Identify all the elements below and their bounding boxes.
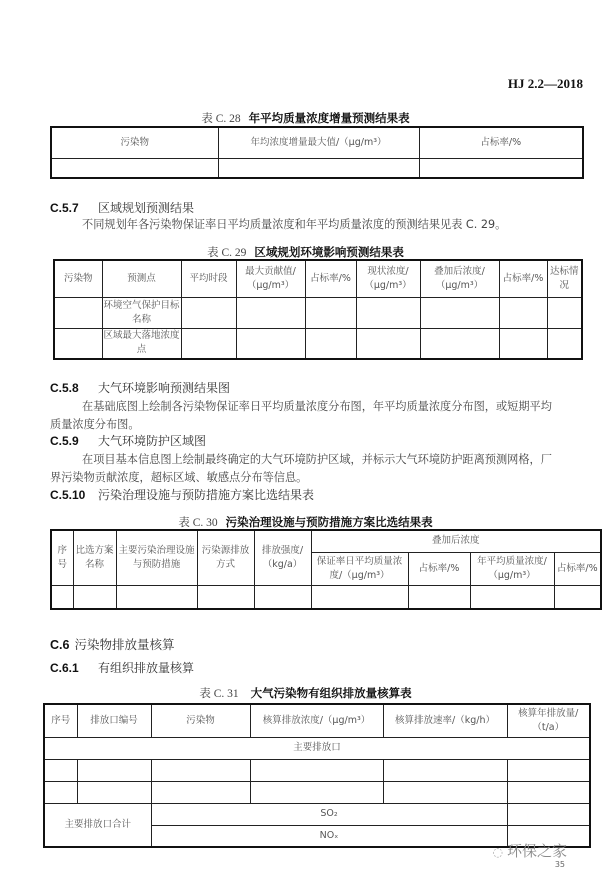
watermark: ◌ 环保之家 xyxy=(492,842,567,860)
header-cell: 排放强度/（kg/a） xyxy=(254,530,311,585)
table-row xyxy=(54,328,582,359)
header-cell: 年平均质量浓度/（μg/m³） xyxy=(470,552,554,585)
header-cell: 污染物 xyxy=(51,127,218,158)
table-c31 xyxy=(43,703,591,848)
paragraph: 不同规划年各污染物保证率日平均质量浓度和年平均质量浓度的预测结果见表 C. 29。 xyxy=(82,218,507,231)
header-cell: 污染物 xyxy=(54,260,102,297)
header-cell: 占标率/% xyxy=(408,552,470,585)
group-header-cell: 叠加后浓度 xyxy=(311,530,601,552)
section-heading: C.5.7 区域规划预测结果 xyxy=(50,201,195,215)
header-cell: 占标率/% xyxy=(305,260,356,297)
table-row xyxy=(54,297,582,328)
pollutant-cell: SO₂ xyxy=(151,803,507,825)
row-label: 环境空气保护目标名称 xyxy=(102,297,181,328)
table-c29 xyxy=(53,259,583,360)
table-c30 xyxy=(50,529,602,610)
page-number: 35 xyxy=(554,860,565,869)
header-cell: 占标率/% xyxy=(499,260,547,297)
header-cell: 排放口编号 xyxy=(77,704,151,737)
header-cell: 占标率/% xyxy=(419,127,583,158)
header-cell: 污染物 xyxy=(151,704,250,737)
table-c28 xyxy=(50,126,584,179)
table-c30-caption: 表 C. 30 污染治理设施与预防措施方案比选结果表 xyxy=(178,515,433,529)
header-cell: 主要污染治理设施与预防措施 xyxy=(116,530,197,585)
paragraph: 质量浓度分布图。 xyxy=(50,418,140,431)
header-cell: 污染源排放方式 xyxy=(197,530,254,585)
standard-code: HJ 2.2—2018 xyxy=(507,76,583,91)
header-cell: 最大贡献值/（μg/m³） xyxy=(236,260,305,297)
header-cell: 叠加后浓度/（μg/m³） xyxy=(420,260,499,297)
pollutant-cell: NOₓ xyxy=(151,825,507,847)
paragraph: 界污染物贡献浓度，超标区域、敏感点分布等信息。 xyxy=(50,471,308,484)
header-cell: 平均时段 xyxy=(181,260,236,297)
header-cell: 序号 xyxy=(51,530,73,585)
header-cell: 核算排放浓度/（μg/m³） xyxy=(250,704,383,737)
section-heading: C.5.10 污染治理设施与预防措施方案比选结果表 xyxy=(50,488,315,502)
header-cell: 核算年排放量/（t/a） xyxy=(507,704,590,737)
section-row: 主要排放口 xyxy=(44,737,590,759)
header-cell: 比选方案名称 xyxy=(73,530,116,585)
table-c31-caption: 表 C. 31 大气污染物有组织排放量核算表 xyxy=(199,686,412,700)
header-cell: 占标率/% xyxy=(554,552,601,585)
header-cell: 核算排放速率/（kg/h） xyxy=(383,704,507,737)
header-cell: 现状浓度/（μg/m³） xyxy=(356,260,420,297)
header-cell: 序号 xyxy=(44,704,77,737)
section-heading: C.6.1 有组织排放量核算 xyxy=(50,661,195,675)
total-label: 主要排放口合计 xyxy=(44,803,151,847)
table-row xyxy=(51,585,601,609)
table-c28-caption: 表 C. 28 年平均质量浓度增量预测结果表 xyxy=(201,111,410,125)
paragraph: 在项目基本信息图上绘制最终确定的大气环境防护区域，并标示大气环境防护距离预测网格，厂 xyxy=(82,453,552,466)
header-cell: 保证率日平均质量浓度/（μg/m³） xyxy=(311,552,408,585)
section-heading: C.6 污染物排放量核算 xyxy=(50,637,175,652)
table-row xyxy=(44,759,590,781)
table-row xyxy=(44,781,590,803)
paragraph: 在基础底图上绘制各污染物保证率日平均质量浓度分布图，年平均质量浓度分布图，或短期平均 xyxy=(82,400,552,413)
header-cell: 预测点 xyxy=(102,260,181,297)
section-heading: C.5.9 大气环境防护区域图 xyxy=(50,434,207,448)
header-cell: 年均浓度增量最大值/（μg/m³） xyxy=(218,127,419,158)
bird-logo-icon: ◌ xyxy=(492,845,503,859)
header-cell: 达标情况 xyxy=(547,260,582,297)
section-heading: C.5.8 大气环境影响预测结果图 xyxy=(50,381,231,395)
row-label: 区域最大落地浓度点 xyxy=(102,328,181,359)
table-c29-caption: 表 C. 29 区域规划环境影响预测结果表 xyxy=(207,245,404,259)
